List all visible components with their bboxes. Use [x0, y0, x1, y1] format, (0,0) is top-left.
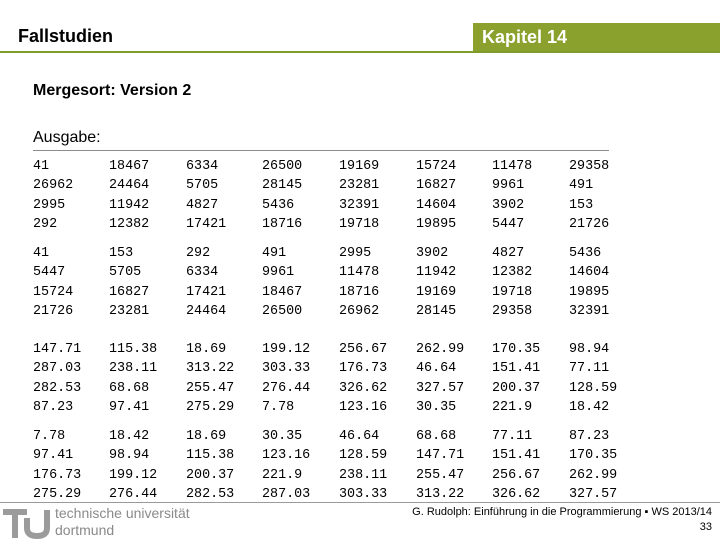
output-value: 12382	[109, 217, 150, 233]
output-value: 30.35	[416, 400, 457, 416]
output-value: 327.57	[416, 380, 465, 396]
output-column	[339, 340, 387, 418]
output-value: 221.9	[492, 400, 533, 416]
output-value: 16827	[109, 284, 150, 300]
output-value: 11478	[339, 265, 380, 281]
output-column	[262, 340, 310, 418]
output-column	[109, 427, 157, 505]
output-value: 5436	[569, 246, 602, 261]
output-underline	[33, 150, 609, 151]
output-value: 3902	[416, 246, 449, 261]
output-value: 32391	[569, 304, 610, 320]
output-column	[186, 340, 234, 418]
output-value: 153	[109, 246, 134, 261]
output-value: 275.29	[186, 400, 235, 416]
output-value: 4827	[186, 197, 219, 213]
output-value: 147.71	[416, 448, 465, 464]
output-value: 255.47	[416, 467, 465, 483]
output-value: 68.68	[109, 380, 150, 396]
output-value: 28145	[262, 178, 303, 194]
slide-section-title: Fallstudien	[18, 26, 114, 46]
output-value: 221.9	[262, 467, 303, 483]
output-value: 256.67	[339, 342, 388, 357]
output-value: 282.53	[186, 487, 235, 503]
output-value: 276.44	[262, 380, 311, 396]
logo-line-2: dortmund	[55, 522, 115, 538]
output-value: 7.78	[262, 400, 295, 416]
output-column	[109, 244, 149, 322]
output-column	[339, 427, 387, 505]
output-column	[262, 244, 302, 322]
output-value: 11942	[109, 197, 150, 213]
output-value: 327.57	[569, 487, 618, 503]
footer-divider	[0, 502, 720, 503]
output-value: 4827	[492, 246, 525, 261]
output-value: 199.12	[109, 467, 158, 483]
output-value: 153	[569, 197, 594, 213]
output-value: 151.41	[492, 361, 541, 377]
output-value: 176.73	[339, 361, 388, 377]
output-value: 18.42	[569, 400, 610, 416]
output-column	[492, 427, 540, 505]
output-column	[416, 157, 456, 235]
output-value: 24464	[186, 304, 227, 320]
output-column	[416, 427, 464, 505]
output-column	[33, 427, 81, 505]
output-value: 19718	[339, 217, 380, 233]
output-value: 18467	[262, 284, 303, 300]
output-value: 256.67	[492, 467, 541, 483]
output-column	[33, 157, 73, 235]
output-value: 303.33	[262, 361, 311, 377]
output-value: 170.35	[569, 448, 618, 464]
output-value: 292	[186, 246, 211, 261]
output-value: 17421	[186, 284, 227, 300]
output-value: 200.37	[492, 380, 541, 396]
output-value: 18.69	[186, 429, 227, 444]
output-value: 18716	[262, 217, 303, 233]
output-column	[186, 244, 226, 322]
output-value: 303.33	[339, 487, 388, 503]
output-column	[186, 157, 226, 235]
output-value: 23281	[339, 178, 380, 194]
output-value: 313.22	[416, 487, 465, 503]
output-column	[569, 340, 617, 418]
output-column	[569, 157, 609, 235]
output-value: 77.11	[569, 361, 610, 377]
output-value: 3902	[492, 197, 525, 213]
output-value: 6334	[186, 159, 219, 174]
output-value: 41	[33, 159, 50, 174]
output-value: 29358	[492, 304, 533, 320]
output-value: 18467	[109, 159, 150, 174]
output-value: 32391	[339, 197, 380, 213]
output-value: 97.41	[109, 400, 150, 416]
output-column	[569, 427, 617, 505]
output-column	[186, 427, 234, 505]
output-value: 87.23	[569, 429, 610, 444]
output-value: 200.37	[186, 467, 235, 483]
output-column	[109, 340, 157, 418]
output-column	[492, 340, 540, 418]
tu-logo-icon	[0, 504, 52, 540]
output-column	[569, 244, 609, 322]
output-value: 7.78	[33, 429, 66, 444]
output-column	[262, 157, 302, 235]
output-value: 18716	[339, 284, 380, 300]
output-value: 176.73	[33, 467, 82, 483]
output-value: 9961	[262, 265, 295, 281]
output-value: 5436	[262, 197, 295, 213]
output-value: 5447	[33, 265, 66, 281]
output-value: 287.03	[262, 487, 311, 503]
output-value: 11942	[416, 265, 457, 281]
output-value: 15724	[33, 284, 74, 300]
output-value: 11478	[492, 159, 533, 174]
output-value: 491	[569, 178, 594, 194]
output-value: 28145	[416, 304, 457, 320]
output-value: 12382	[492, 265, 533, 281]
output-value: 19718	[492, 284, 533, 300]
output-value: 21726	[569, 217, 610, 233]
output-value: 9961	[492, 178, 525, 194]
output-value: 326.62	[492, 487, 541, 503]
output-value: 287.03	[33, 361, 82, 377]
output-column	[339, 157, 379, 235]
output-value: 46.64	[339, 429, 380, 444]
output-value: 491	[262, 246, 287, 261]
university-logo-text	[55, 505, 190, 539]
output-value: 15724	[416, 159, 457, 174]
output-column	[33, 244, 73, 322]
output-value: 68.68	[416, 429, 457, 444]
output-value: 275.29	[33, 487, 82, 503]
output-value: 238.11	[109, 361, 158, 377]
output-value: 23281	[109, 304, 150, 320]
output-value: 19169	[416, 284, 457, 300]
output-value: 98.94	[569, 342, 610, 357]
header-divider	[0, 51, 720, 53]
output-value: 26962	[33, 178, 74, 194]
footer-credit	[412, 505, 712, 535]
output-value: 147.71	[33, 342, 82, 357]
output-value: 17421	[186, 217, 227, 233]
output-value: 128.59	[569, 380, 618, 396]
output-value: 123.16	[262, 448, 311, 464]
page-number: 33	[699, 521, 712, 533]
output-value: 46.64	[416, 361, 457, 377]
output-value: 98.94	[109, 448, 150, 464]
logo-line-1: technische universität	[55, 505, 190, 521]
output-value: 276.44	[109, 487, 158, 503]
output-column	[492, 244, 532, 322]
output-value: 2995	[33, 197, 66, 213]
output-value: 26500	[262, 304, 303, 320]
output-value: 30.35	[262, 429, 303, 444]
output-value: 151.41	[492, 448, 541, 464]
output-value: 16827	[416, 178, 457, 194]
output-column	[416, 244, 456, 322]
output-value: 97.41	[33, 448, 74, 464]
output-value: 29358	[569, 159, 610, 174]
output-value: 199.12	[262, 342, 311, 357]
output-value: 26962	[339, 304, 380, 320]
output-value: 115.38	[186, 448, 235, 464]
output-column	[339, 244, 379, 322]
output-label: Ausgabe:	[33, 129, 101, 146]
output-value: 326.62	[339, 380, 388, 396]
output-value: 77.11	[492, 429, 533, 444]
output-column	[492, 157, 532, 235]
output-value: 26500	[262, 159, 303, 174]
output-column	[416, 340, 464, 418]
output-value: 262.99	[416, 342, 465, 357]
output-value: 6334	[186, 265, 219, 281]
slide-subtitle: Mergesort: Version 2	[33, 82, 192, 99]
output-column	[262, 427, 310, 505]
course-credit: G. Rudolph: Einführung in die Programmierung ▪ WS 2013/14	[412, 506, 712, 518]
chapter-badge: Kapitel 14	[473, 23, 720, 53]
output-value: 115.38	[109, 342, 158, 357]
output-value: 5705	[186, 178, 219, 194]
output-value: 123.16	[339, 400, 388, 416]
output-value: 5447	[492, 217, 525, 233]
output-value: 21726	[33, 304, 74, 320]
output-value: 41	[33, 246, 50, 261]
output-value: 14604	[416, 197, 457, 213]
output-value: 24464	[109, 178, 150, 194]
output-value: 170.35	[492, 342, 541, 357]
output-value: 19895	[416, 217, 457, 233]
output-value: 2995	[339, 246, 372, 261]
output-value: 255.47	[186, 380, 235, 396]
output-value: 292	[33, 217, 58, 233]
output-value: 18.69	[186, 342, 227, 357]
output-value: 14604	[569, 265, 610, 281]
output-value: 19169	[339, 159, 380, 174]
output-value: 282.53	[33, 380, 82, 396]
output-value: 313.22	[186, 361, 235, 377]
output-value: 19895	[569, 284, 610, 300]
output-value: 87.23	[33, 400, 74, 416]
output-value: 18.42	[109, 429, 150, 444]
output-value: 128.59	[339, 448, 388, 464]
output-value: 238.11	[339, 467, 388, 483]
output-column	[33, 340, 81, 418]
output-column	[109, 157, 149, 235]
output-value: 262.99	[569, 467, 618, 483]
output-value: 5705	[109, 265, 142, 281]
